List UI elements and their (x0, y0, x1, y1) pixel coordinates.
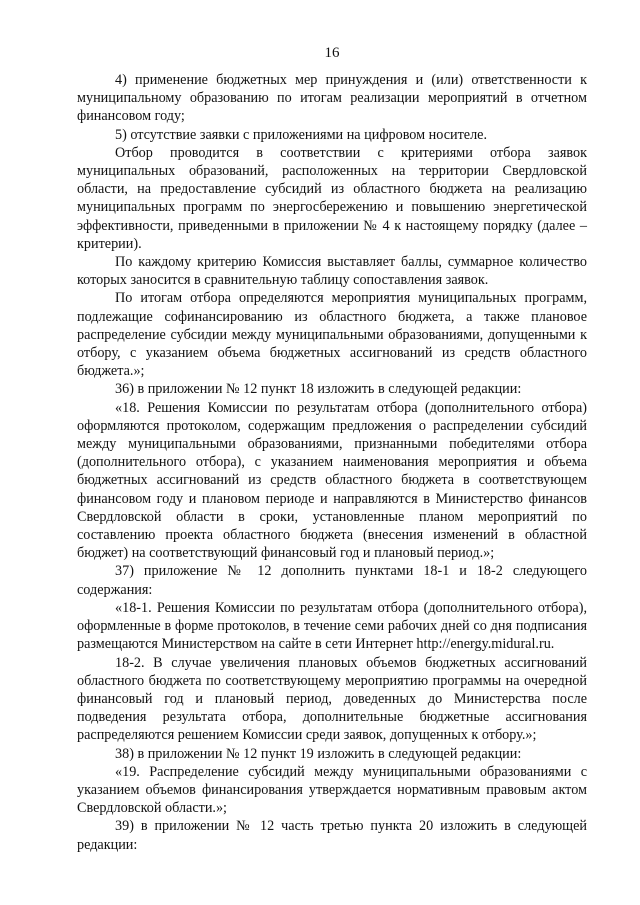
paragraph-amendment-36: 36) в приложении № 12 пункт 18 изложить в следующей редакции: (115, 381, 522, 398)
paragraph-amendment-37: 37) приложение № 12 дополнить пунктами 18-1 и 18-2 следующего содержания: (77, 563, 587, 598)
paragraph-item-4: 4) применение бюджетных мер принуждения и (или) ответственности к муниципальному образованию по итогам реализации мероприятий в отчетном финансовом году; (77, 72, 587, 125)
paragraph-selection-results: По итогам отбора определяются мероприятия муниципальных программ, подлежащие софинансированию из областного бюджета, а также плановое распределение субсидии между муниципальными образованиями, допущенными к отбору, с указанием объема бюджетных ассигнований из средств областного бюджета.»; (77, 290, 587, 380)
paragraph-scoring: По каждому критерию Комиссия выставляет баллы, суммарное количество которых заносится в сравнительную таблицу сопоставления заявок. (77, 254, 587, 289)
page-number: 16 (324, 45, 340, 61)
paragraph-amendment-39: 39) в приложении № 12 часть третью пункта 20 изложить в следующей редакции: (77, 818, 587, 853)
paragraph-clause-18-2: 18-2. В случае увеличения плановых объемов бюджетных ассигнований областного бюджета по соответствующему мероприятию программы на очередной финансовый год и плановый период, доведенных до Министерства после подведения результата отбора, дополнительные бюджетные ассигнования распределяются решением Комиссии среди заявок, допущенных к отбору.»; (77, 654, 587, 744)
paragraph-clause-19: «19. Распределение субсидий между муниципальными образованиями с указанием объемов финансирования утверждается нормативным правовым актом Свердловской области.»; (77, 763, 587, 817)
paragraph-clause-18: «18. Решения Комиссии по результатам отбора (дополнительного отбора) оформляются протоколом, содержащим предложения о распределении субсидий между муниципальными образованиями, признанными победителями отбора (дополнительного отбора), с указанием наименования мероприятия и объема бюджетных ассигнований из средств областного бюджета в соответствующем финансовом году и плановом периоде и направляются в Министерство финансов Свердловской области в сроки, установленные планом мероприятий по составлению проекта областного бюджета (внесения изменений в областной бюджет) на соответствующий финансовый год и плановый период.»; (77, 399, 587, 562)
paragraph-selection-criteria: Отбор проводится в соответствии с критериями отбора заявок муниципальных образований, расположенных на территории Свердловской области, на предоставление субсидий из областного бюджета на реализацию муниципальных программ по энергосбережению и повышению энергетической эффективности, приведенными в приложении № 4 к настоящему порядку (далее – критерии). (77, 144, 587, 252)
paragraph-amendment-38: 38) в приложении № 12 пункт 19 изложить в следующей редакции: (115, 745, 522, 762)
paragraph-item-5: 5) отсутствие заявки с приложениями на цифровом носителе. (115, 126, 487, 143)
paragraph-clause-18-1: «18-1. Решения Комиссии по результатам отбора (дополнительного отбора), оформленные в форме протоколов, в течение семи рабочих дней со дня подписания размещаются Министерством на сайте в сети Интернет http://energy.midural.ru. (77, 599, 587, 653)
